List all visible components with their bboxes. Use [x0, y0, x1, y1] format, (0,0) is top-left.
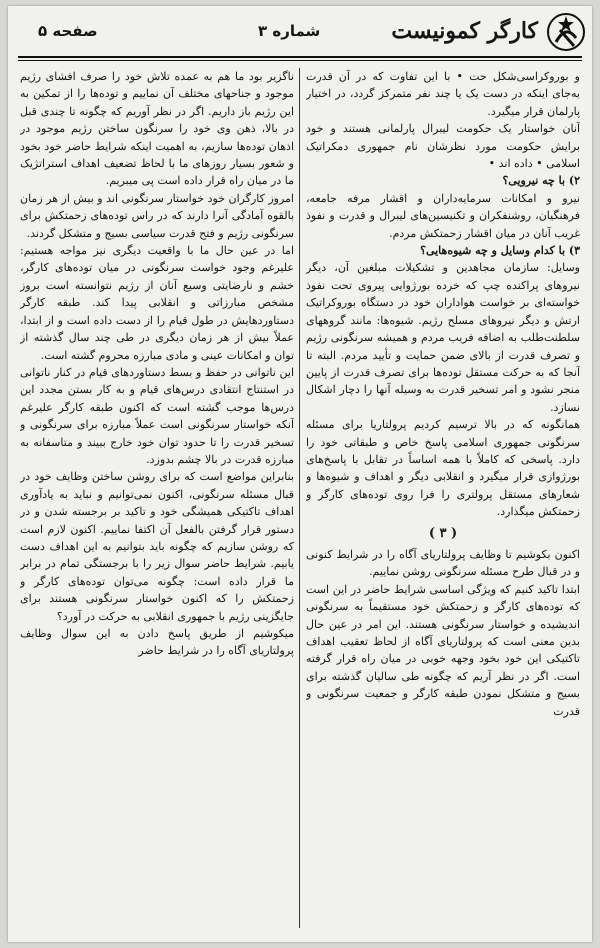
paragraph: نیرو و امکانات سرمایه‌داران و اقشار مرفه جامعه، فرهنگیان، روشنفکران و تکنیسین‌های لیبرال و قدرت و نفوذ غریب آنان در میان اقشار زحمتکش مردم. — [306, 191, 580, 240]
column-divider — [299, 68, 300, 928]
newspaper-page — [8, 6, 592, 942]
paragraph: بنابراین مواضع است که برای روشن ساختن وظایف خود در قبال مسئله سرنگونی، اکنون نمی‌توانیم و نباید به یادآوری اهداف تاکتیکی همیشگی خود و تاکید بر برجسته شدن و در دستور قرار گرفتن بالفعل آن اکتفا نماییم. اکنون لازم است که روشن سازیم که چگونه باید بتوانیم به این اهداف دست یابیم. شرایط حاضر سوال زیر را با برجستگی تمام در برابر ما قرار داده است: چگونه می‌توان توده‌های کارگر و زحمتکش را که اکنون خواستار سرنگونی هستند برای جایگزینی رژیم با جمهوری انقلابی به حرکت در آورد؟ — [20, 470, 294, 623]
right-column — [306, 68, 580, 932]
hammer-sickle-star-icon — [546, 12, 586, 52]
paragraph: این ناتوانی در حفظ و بسط دستاوردهای قیام در کنار ناتوانی در استنتاج انتقادی درس‌های قیام و به کار بستن مجدد این درس‌ها موجب گشته است که اکنون طبقه کارگر علیرغم آنکه خواستار سرنگونی است عملاً مبارزه برای سرنگونی و تسخیر قدرت را تا حدود توان خود خارج ببیند و متاسفانه به مبارزه قدرت در بالا چشم بدوزد. — [20, 365, 294, 466]
paragraph: آنان خواستار یک حکومت لیبرال پارلمانی هستند و خود برایش حکومت مورد نظرشان نام جمهوری دمکراتیک اسلامی • داده اند • — [306, 122, 580, 171]
paragraph: ابتدا تاکید کنیم که ویژگی اساسی شرایط حاضر در این است که توده‌های کارگر و زحمتکش خود مستقیماً به سرنگونی اندیشیده و خواستار سرنگونی هستند. این امر در عین حال بدین معنی است که پرولتاریای آگاه از لحاظ تعقیب اهداف تاکتیکی این خود بخود وجهه خوبی در میان راه قرار گرفته است. اگر در نظر آریم که چگونه طی سالیان گذشته برای بسیج و متشکل نمودن طبقه کارگر و جمعیت سرنگونی و قدرت — [306, 582, 580, 718]
paragraph: میکوشیم از طریق پاسخ دادن به این سوال وظایف پرولتاریای آگاه را در شرایط حاضر — [20, 627, 294, 658]
header-rule-thin — [18, 60, 582, 61]
paragraph: همانگونه که در بالا ترسیم کردیم پرولتاریا برای مسئله سرنگونی جمهوری اسلامی پاسخ خاص و طبقاتی خود را دارد. پاسخی که کاملاً با همه اساساً در تقابل با پاسخ‌های بورژوازی قرار میگیرد و انقلابی دیگر و اهداف و شیوه‌ها و شعارهای مستقل پرولتری را فرا روی توده‌های کارگر و زحمتکش میگذارد. — [306, 418, 580, 519]
paragraph: امروز کارگران خود خواستار سرنگونی اند و بیش از هر زمان بالقوه آمادگی آنرا دارند که در راس توده‌های زحمتکش برای سرنگونی رژیم و فتح قدرت سیاسی بسیج و متشکل گردند. — [20, 191, 294, 240]
page-number: صفحه ۵ — [38, 22, 98, 40]
masthead — [8, 6, 592, 58]
section-number: ( ۳ ) — [428, 525, 458, 541]
question-heading: ۲) با چه نیرویی؟ — [502, 174, 580, 188]
paragraph: ناگزیر بود ما هم به عمده تلاش خود را صرف افشای رژیم موجود و جناحهای مختلف آن نماییم و توده‌ها را از تمکین به این رژیم باز داریم. اگر در نظر آوریم که چگونه تا چندی قبل در بالا، ذهن وی خود را سرنگون ساختن رژیم موجود در اذهان توده‌ها سازیم، به اهمیت اینکه شرایط حاضر خود بخود و شعور بسیار روزهای ما با لحاظ تضعیف اهداف استراتژیک ما در میان راه قرار داده است پی میبریم. — [20, 70, 294, 188]
paragraph: وسایل: سازمان مجاهدین و تشکیلات مبلغین آن، دیگر نیروهای پراکنده چپ که خرده بورژوایی پیروی تحت نفوذ خواسته‌ای بر خواست هواداران خود در دستگاه بوروکراتیک ارتش و دیگر نیروهای مسلح رژیم. شیوه‌ها: مانند گروههای سلطنت‌طلب به اضافه فریب مردم و همیشه سرنگونی رژیم و تصرف قدرت از بالای ضمن حمایت و تأیید مردم. البته تا آنجا که به حرکت مستقل توده‌ها برای تصرف قدرت از پایین منجر نشود و امر تسخیر قدرت به وسیله آنها را دچار اشکال نسازد. — [306, 261, 580, 414]
question-heading: ۳) با کدام وسایل و چه شیوه‌هایی؟ — [420, 244, 580, 258]
left-column — [20, 68, 294, 932]
paragraph: و بوروکراسی‌شکل حت • با این تفاوت که در آن قدرت به‌جای اینکه در دست یک یا چند نفر متمرکز گردد، در اختیار پارلمان قرار میگیرد. — [306, 70, 580, 118]
paragraph: اما در عین حال ما با واقعیت دیگری نیز مواجه هستیم: علیرغم وجود خواست سرنگونی در میان توده‌های کارگر، خشم و نارضایتی وسیع آنان از رژیم نتوانسته است بروز مشخص مبارزاتی و انقلابی پیدا کند. طبقه کارگر دستاوردهایش در طول قیام را از دست داده است و از ابتدا، عملاً بیش از هر زمان دیگری در طی چند سال گذشته از توان و امکانات عینی و مادی مبارزه محروم گشته است. — [20, 244, 294, 362]
paper-title: کارگر کمونیست — [391, 18, 538, 44]
header-rule — [18, 56, 582, 58]
paragraph: اکنون بکوشیم تا وظایف پرولتاریای آگاه را در شرایط کنونی و در قبال طرح مسئله سرنگونی روشن نماییم. — [306, 547, 580, 579]
issue-number: شماره ۳ — [258, 22, 321, 40]
